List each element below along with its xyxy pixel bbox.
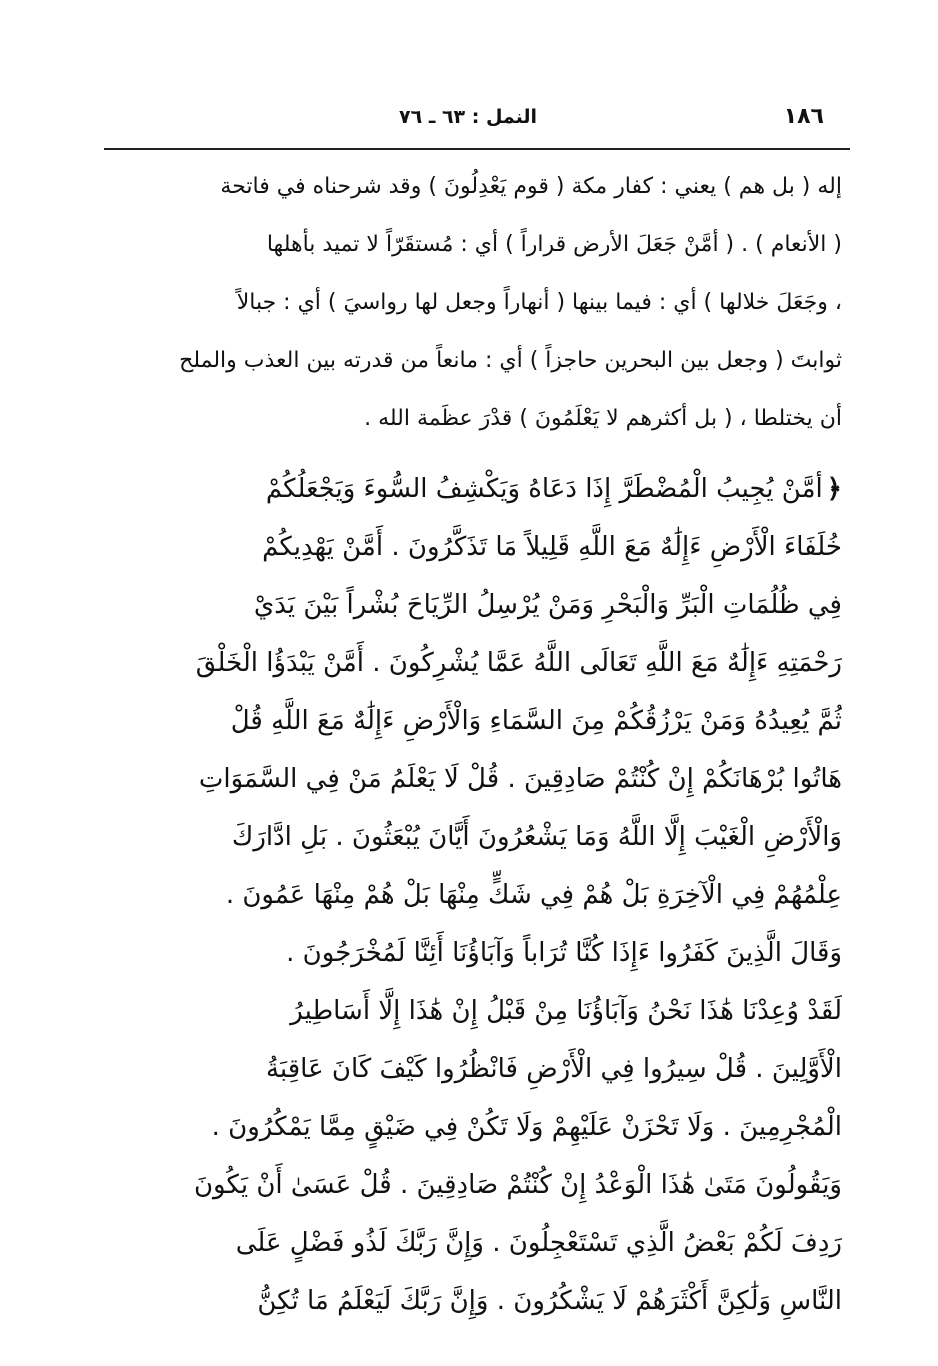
verse-line: رَحْمَتِهِ ءَإِلَٰهٌ مَعَ اللَّهِ تَعَالَى اللَّهُ عَمَّا يُشْرِكُونَ . أَمَّنْ يَبْدَؤُا الْخَلْقَ — [195, 648, 842, 678]
verse-line: هَاتُوا بُرْهَانَكُمْ إِنْ كُنْتُمْ صَادِقِينَ . قُلْ لَا يَعْلَمُ مَنْ فِي السَّمَوَاتِ — [198, 764, 842, 794]
verse-line: الْأَوَّلِينَ . قُلْ سِيرُوا فِي الْأَرْضِ فَانْظُرُوا كَيْفَ كَانَ عَاقِبَةُ — [265, 1054, 842, 1084]
quran-verses — [128, 460, 842, 1330]
paragraph-gap — [128, 448, 842, 460]
verse-line: وَالْأَرْضِ الْغَيْبَ إِلَّا اللَّهُ وَمَا يَشْعُرُونَ أَيَّانَ يُبْعَثُونَ . بَلِ ادَّارَكَ — [231, 822, 842, 852]
page-body — [128, 158, 842, 1330]
commentary-line: ( الأنعام ) . ( أمَّنْ جَعَلَ الأرض قراراً ) أي : مُستقَرّاً لا تميد بأهلها — [266, 232, 842, 257]
commentary-line: ، وجَعَلَ خلالها ) أي : فيما بينها ( أنهاراً وجعل لها رواسيَ ) أي : جبالاً — [236, 290, 842, 315]
verse-line: رَدِفَ لَكُمْ بَعْضُ الَّذِي تَسْتَعْجِلُونَ . وَإِنَّ رَبَّكَ لَذُو فَضْلٍ عَلَى — [235, 1228, 842, 1258]
verse-line: فِي ظُلُمَاتِ الْبَرِّ وَالْبَحْرِ وَمَنْ يُرْسِلُ الرِّيَاحَ بُشْراً بَيْنَ يَدَيْ — [253, 590, 842, 620]
commentary-line: ثوابتَ ( وجعل بين البحرين حاجزاً ) أي : مانعاً من قدرته بين العذب والملح — [179, 348, 842, 373]
verse-line: عِلْمُهُمْ فِي الْآخِرَةِ بَلْ هُمْ فِي شَكٍّ مِنْهَا بَلْ هُمْ مِنْهَا عَمُونَ . — [225, 880, 842, 910]
verse-line: لَقَدْ وُعِدْنَا هَٰذَا نَحْنُ وَآبَاؤُنَا مِنْ قَبْلُ إِنْ هَٰذَا إِلَّا أَسَاطِيرُ — [290, 996, 842, 1026]
header-divider — [104, 148, 850, 150]
verse-line: ثُمَّ يُعِيدُهُ وَمَنْ يَرْزُقُكُمْ مِنَ السَّمَاءِ وَالْأَرْضِ ءَإِلَٰهٌ مَعَ اللَّهِ قُلْ — [230, 706, 842, 736]
commentary-line: أن يختلطا ، ( بل أكثرهم لا يَعْلَمُونَ ) قدْرَ عظَمة الله . — [364, 406, 842, 431]
verse-line: الْمُجْرِمِينَ . وَلَا تَحْزَنْ عَلَيْهِمْ وَلَا تَكُنْ فِي ضَيْقٍ مِمَّا يَمْكُرُونَ . — [211, 1112, 842, 1142]
page-header — [104, 98, 854, 148]
verse-line — [128, 460, 842, 518]
commentary-line: إله ( بل هم ) يعني : كفار مكة ( قوم يَعْدِلُونَ ) وقد شرحناه في فاتحة — [220, 174, 842, 199]
verse-line-text: أمَّنْ يُجِيبُ الْمُضْطَرَّ إِذَا دَعَاهُ وَيَكْشِفُ السُّوءَ وَيَجْعَلُكُمْ — [265, 474, 823, 504]
verse-line: خُلَفَاءَ الْأَرْضِ ءَإِلَٰهٌ مَعَ اللَّهِ قَلِيلاً مَا تَذَكَّرُونَ . أَمَّنْ يَهْدِيكُمْ — [262, 532, 842, 562]
verse-line: وَيَقُولُونَ مَتَىٰ هَٰذَا الْوَعْدُ إِنْ كُنْتُمْ صَادِقِينَ . قُلْ عَسَىٰ أَنْ يَكُونَ — [193, 1170, 842, 1200]
verse-line: النَّاسِ وَلَٰكِنَّ أَكْثَرَهُمْ لَا يَشْكُرُونَ . وَإِنَّ رَبَّكَ لَيَعْلَمُ مَا تُكِنُّ — [257, 1286, 842, 1316]
verse-line: وَقَالَ الَّذِينَ كَفَرُوا ءَإِذَا كُنَّا تُرَاباً وَآبَاؤُنَا أَئِنَّا لَمُخْرَجُونَ . — [286, 938, 842, 968]
commentary-paragraph — [128, 158, 842, 448]
page-number: ١٨٦ — [783, 104, 824, 129]
verse-open-bracket: ﴿ — [826, 474, 842, 504]
running-title: النمل : ٦٣ ـ ٧٦ — [399, 106, 538, 128]
